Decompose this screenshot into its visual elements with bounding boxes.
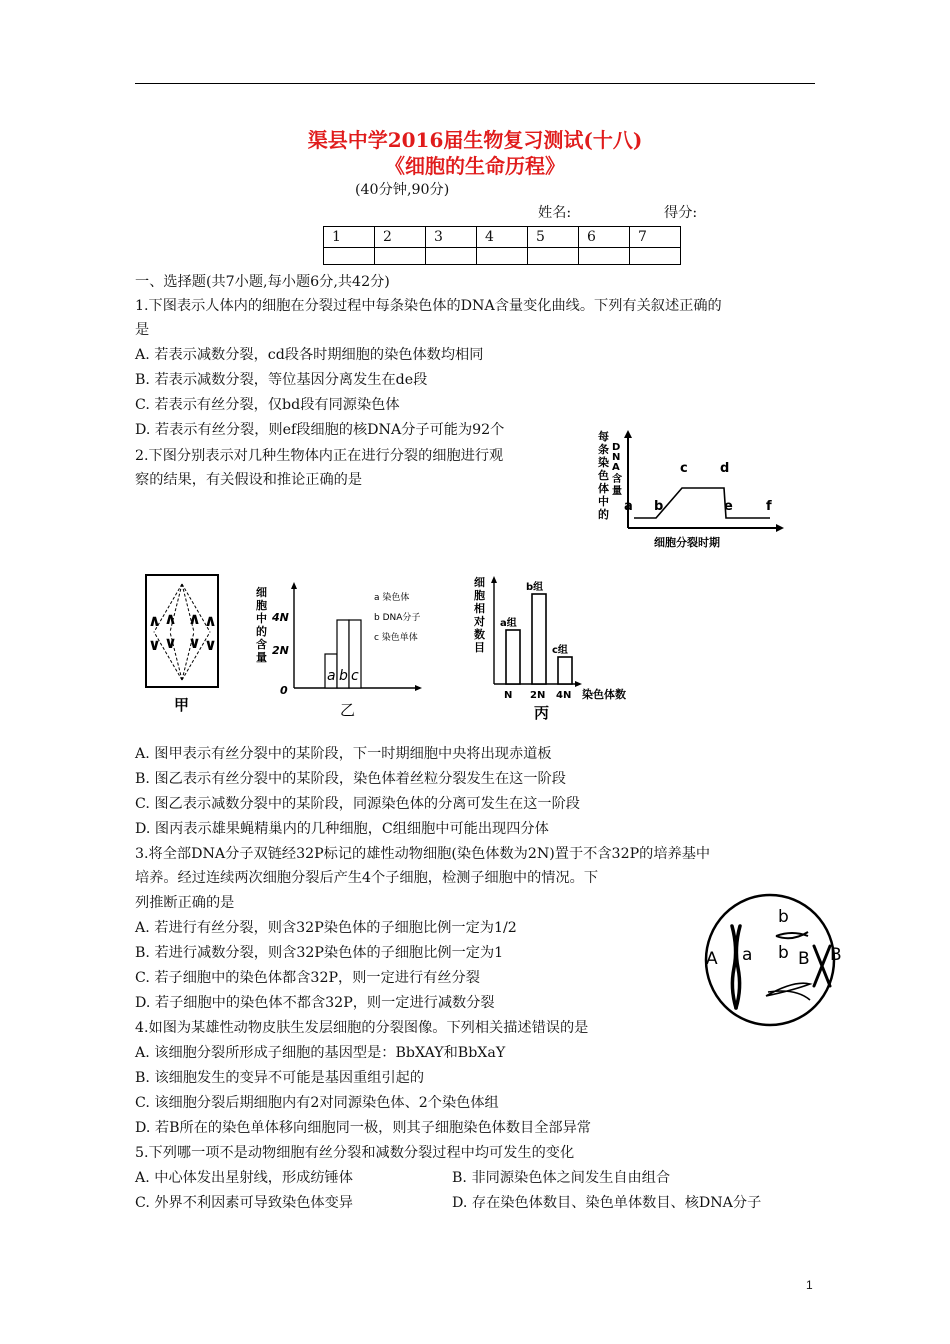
fig1-point-label: f — [766, 499, 772, 514]
q3-option-a: A. 若进行有丝分裂，则含32P染色体的子细胞比例一定为1/2 — [135, 920, 517, 936]
fig-jia-label: 甲 — [174, 696, 190, 714]
answer-cell[interactable] — [375, 248, 426, 265]
fig-bing-group-label: a组 — [500, 618, 517, 629]
answer-cell[interactable] — [324, 248, 375, 265]
gene-label: b — [778, 943, 789, 963]
fig-yi-legend: b DNA分子 — [374, 613, 421, 623]
fig-yi-y-arrow — [291, 582, 297, 589]
q5-option-c: C. 外界不利因素可导致染色体变异 — [135, 1195, 353, 1211]
fig1-point-label: e — [724, 499, 733, 514]
fig-yi-tick: 4N — [272, 611, 289, 624]
q1-option-b: B. 若表示减数分裂，等位基因分离发生在de段 — [135, 372, 428, 388]
page-subtitle: 《细胞的生命历程》 — [385, 154, 565, 178]
q2-option-d: D. 图丙表示雄果蝇精巢内的几种细胞，C组细胞中可能出现四分体 — [135, 821, 549, 837]
fig1-y-arrow — [624, 430, 632, 438]
fig-jia-cell — [140, 572, 225, 717]
answer-cell[interactable] — [630, 248, 681, 265]
answer-col-header: 2 — [375, 227, 426, 248]
fig1-point-label: d — [720, 461, 730, 476]
svg-text:∧: ∧ — [148, 611, 161, 630]
answer-cell[interactable] — [477, 248, 528, 265]
svg-text:∧: ∧ — [164, 609, 177, 628]
q2-option-b: B. 图乙表示有丝分裂中的某阶段，染色体着丝粒分裂发生在这一阶段 — [135, 771, 566, 787]
page-number: 1 — [806, 1278, 813, 1292]
answer-col-header: 6 — [579, 227, 630, 248]
q5-stem: 5.下列哪一项不是动物细胞有丝分裂和减数分裂过程中均可发生的变化 — [135, 1145, 575, 1161]
fig-bing-tick: 2N — [530, 690, 546, 701]
svg-text:∨: ∨ — [188, 633, 201, 652]
q4-option-b: B. 该细胞发生的变异不可能是基因重组引起的 — [135, 1070, 425, 1086]
q2-stem-cont: 察的结果，有关假设和推论正确的是 — [135, 472, 363, 488]
fig1-xlabel: 细胞分裂时期 — [654, 536, 720, 549]
gene-label: B — [830, 945, 842, 965]
answer-col-header: 1 — [324, 227, 375, 248]
q5-option-d: D. 存在染色体数目、染色单体数目、核DNA分子 — [452, 1195, 762, 1211]
answer-col-header: 3 — [426, 227, 477, 248]
fig-yi-bar-letter: a — [327, 668, 336, 684]
q1-stem-cont: 是 — [135, 322, 150, 338]
fig-bing-group-label: b组 — [526, 582, 544, 593]
fig-bing-bar-chart — [470, 572, 645, 722]
q4-stem: 4.如图为某雄性动物皮肤生发层细胞的分裂图像。下列相关描述错误的是 — [135, 1020, 589, 1036]
answer-cell[interactable] — [528, 248, 579, 265]
spindle-fibers — [154, 584, 210, 680]
gene-label: A — [706, 949, 718, 969]
fig-bing-tick: 4N — [556, 690, 572, 701]
q1-stem: 1.下图表示人体内的细胞在分裂过程中每条染色体的DNA含量变化曲线。下列有关叙述正确的 — [135, 298, 722, 314]
gene-label: a — [742, 945, 753, 965]
q3-option-b: B. 若进行减数分裂，则含32P染色体的子细胞比例一定为1 — [135, 945, 504, 961]
svg-text:∨: ∨ — [164, 633, 177, 652]
q3-stem-cont: 培养。经过连续两次细胞分裂后产生4个子细胞，检测子细胞中的情况。下 — [135, 870, 599, 886]
fig1-point-label: c — [680, 461, 688, 476]
cell-outline — [146, 575, 218, 687]
q4-option-c: C. 该细胞分裂后期细胞内有2对同源染色体、2个染色体组 — [135, 1095, 499, 1111]
fig1-ylabel-dna: D N A 含量 — [612, 442, 622, 497]
name-label: 姓名: — [538, 205, 572, 221]
fig1-line-chart — [596, 428, 786, 553]
q4-option-d: D. 若B所在的染色单体移向细胞同一极，则其子细胞染色体数目全部异常 — [135, 1120, 591, 1136]
chromosome-A — [732, 926, 740, 1008]
chromosome-b — [776, 932, 808, 938]
fig-bing-xlabel: 染色体数 — [582, 688, 626, 701]
q2-option-c: C. 图乙表示减数分裂中的某阶段，同源染色体的分离可发生在这一阶段 — [135, 796, 580, 812]
chromosomes — [148, 609, 217, 654]
fig-yi-tick: 0 — [280, 684, 288, 697]
score-label: 得分: — [664, 205, 698, 221]
answer-table — [323, 226, 681, 265]
fig-bing-bar — [532, 594, 546, 684]
fig-yi-tick: 2N — [272, 644, 289, 657]
q3-stem: 3.将全部DNA分子双链经32P标记的雄性动物细胞(染色体数为2N)置于不含32P的培养基中 — [135, 846, 711, 862]
fig-yi-x-arrow — [415, 685, 422, 691]
fig-bing-ylabel: 细胞相对数目 — [474, 576, 485, 654]
fig1-ylabel: 每条染色体中的 — [598, 430, 609, 521]
fig-bing-bar — [558, 657, 572, 684]
fig1-point-label: a — [624, 499, 633, 514]
fig-bing-y-arrow — [491, 576, 497, 583]
answer-col-header: 7 — [630, 227, 681, 248]
chromosome-B — [814, 946, 830, 986]
time-score: (40分钟,90分) — [355, 182, 450, 198]
answer-cell[interactable] — [579, 248, 630, 265]
q1-option-a: A. 若表示减数分裂，cd段各时期细胞的染色体数均相同 — [135, 347, 484, 363]
fig-bing-x-arrow — [575, 681, 582, 687]
answer-col-header: 4 — [477, 227, 528, 248]
fig-bing-bar — [506, 630, 520, 684]
fig1-x-arrow — [776, 524, 784, 532]
q1-option-c: C. 若表示有丝分裂，仅bd段有同源染色体 — [135, 397, 400, 413]
svg-text:∧: ∧ — [188, 609, 201, 628]
answer-col-header: 5 — [528, 227, 579, 248]
svg-text:∨: ∨ — [204, 635, 217, 654]
fig-yi-legend: a 染色体 — [374, 593, 410, 603]
gene-label: b — [778, 907, 789, 927]
page-title: 渠县中学2016届生物复习测试(十八) — [307, 128, 643, 152]
q4-option-a: A. 该细胞分裂所形成子细胞的基因型是：BbXAY和BbXaY — [135, 1045, 506, 1061]
answer-cell[interactable] — [426, 248, 477, 265]
q3-option-d: D. 若子细胞中的染色体不都含32P，则一定进行减数分裂 — [135, 995, 495, 1011]
fig-yi-bar-chart — [252, 578, 452, 720]
fig-yi-bar-letter: c — [351, 668, 359, 684]
fig-yi-ylabel: 细胞中的含量 — [256, 586, 267, 664]
chromosome-sex — [766, 983, 810, 1000]
q1-option-d: D. 若表示有丝分裂，则ef段细胞的核DNA分子可能为92个 — [135, 422, 505, 438]
top-rule — [135, 83, 815, 84]
fig-yi-label: 乙 — [340, 701, 356, 719]
q2-option-a: A. 图甲表示有丝分裂中的某阶段，下一时期细胞中央将出现赤道板 — [135, 746, 552, 762]
q5-option-b: B. 非同源染色体之间发生自由组合 — [452, 1170, 671, 1186]
gene-label: B — [798, 949, 810, 969]
svg-text:∧: ∧ — [204, 611, 217, 630]
fig-yi-bar-letter: b — [339, 668, 348, 684]
q3-option-c: C. 若子细胞中的染色体都含32P，则一定进行有丝分裂 — [135, 970, 480, 986]
fig1-point-label: b — [654, 499, 664, 514]
fig4-cell-diagram — [698, 888, 848, 1030]
cell-membrane — [706, 895, 834, 1025]
fig-bing-tick: N — [504, 690, 513, 701]
fig-yi-legend: c 染色单体 — [374, 633, 418, 643]
fig-bing-label: 丙 — [534, 704, 550, 722]
svg-text:∨: ∨ — [148, 635, 161, 654]
section-heading: 一、选择题(共7小题,每小题6分,共42分) — [135, 274, 390, 290]
fig-bing-group-label: c组 — [552, 645, 568, 656]
q5-option-a: A. 中心体发出星射线，形成纺锤体 — [135, 1170, 353, 1186]
q3-stem-cont2: 列推断正确的是 — [135, 895, 235, 911]
q2-stem: 2.下图分别表示对几种生物体内正在进行分裂的细胞进行观 — [135, 448, 504, 464]
